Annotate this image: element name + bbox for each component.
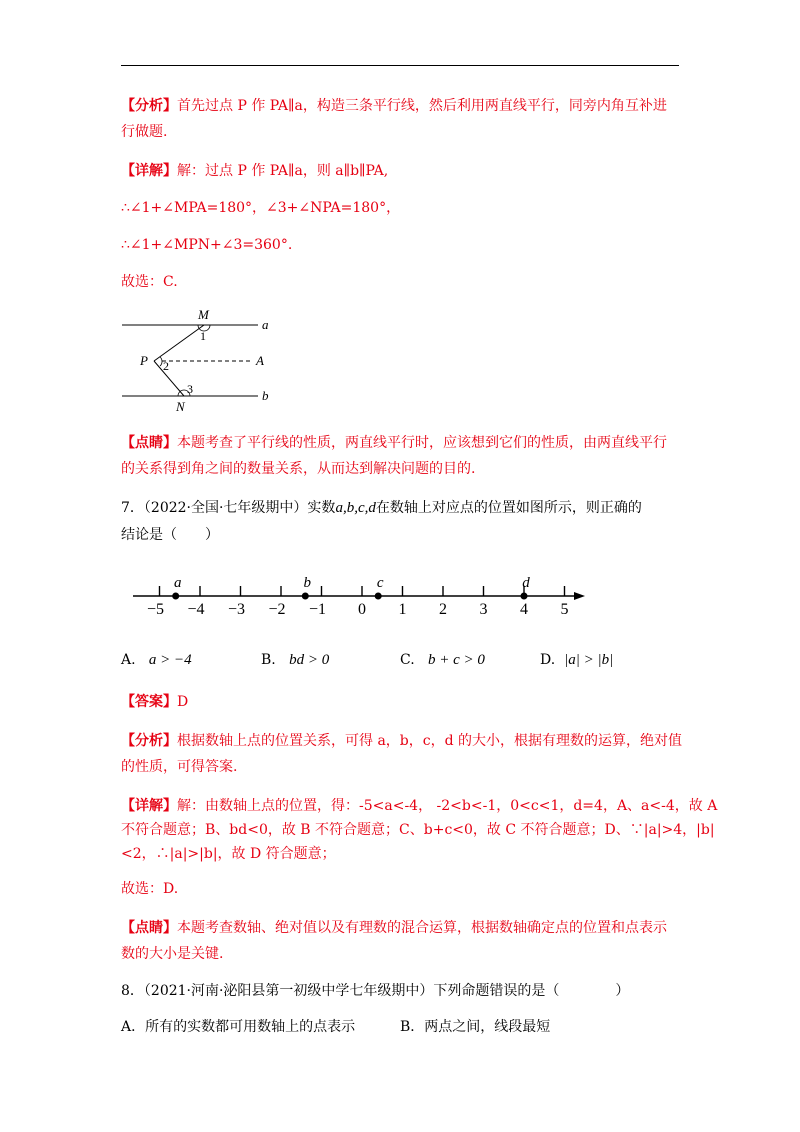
answer-2 <box>121 692 188 712</box>
question-8-option-b: B．两点之间，线段最短 <box>400 1019 551 1035</box>
number-line-tick-label: 5 <box>560 601 569 618</box>
analysis-tag: 【分析】 <box>121 98 177 114</box>
label-3: 3 <box>187 382 193 396</box>
option-b <box>261 650 329 670</box>
label-P: P <box>140 353 148 368</box>
angle-2-arc <box>160 357 162 366</box>
question-7-prefix: 7．（2022·全国·七年级期中）实数 <box>121 500 336 516</box>
answer-value: D <box>177 694 189 710</box>
number-line-arrow <box>574 592 585 600</box>
comment-text: 本题考查了平行线的性质，两直线平行时，应该想到它们的性质，由两直线平行 <box>177 435 667 451</box>
analysis-1-line-1 <box>121 96 667 116</box>
number-line-tick-label: −5 <box>146 601 165 618</box>
detail-text: 解：过点 P 作 PA∥a，则 a∥b∥PA, <box>177 163 389 179</box>
analysis-tag: 【分析】 <box>121 733 177 749</box>
option-a <box>121 650 192 670</box>
option-c-label: C. <box>400 652 415 668</box>
detail-2-line-2: 不符合题意；B、bd<0，故 B 不符合题意；C、b+c<0，故 C 不符合题意；D、∵|a|>4，|b| <box>121 822 715 838</box>
question-7-line-1 <box>121 498 642 518</box>
comment-1-line-2: 的关系得到角之间的数量关系，从而达到解决问题的目的. <box>121 461 476 477</box>
label-M: M <box>198 307 209 322</box>
option-b-expr: bd > 0 <box>289 652 330 668</box>
detail-tag: 【详解】 <box>121 163 177 179</box>
question-7-vars: a,b,c,d <box>335 500 376 516</box>
number-line-tick-label: 0 <box>358 601 366 618</box>
number-line-point-a <box>172 593 179 600</box>
label-2: 2 <box>163 359 169 373</box>
detail-text: 解：由数轴上点的位置，得：-5<a<-4， -2<b<-1，0<c<1，d=4，A、a<-4，故 A <box>177 798 718 814</box>
number-line-point-label-d: d <box>522 575 530 591</box>
label-a: a <box>262 317 269 332</box>
question-7-line-2: 结论是（ ） <box>121 527 219 543</box>
number-line-point-d <box>521 593 528 600</box>
choice-2: 故选：D. <box>121 881 179 897</box>
analysis-2-line-1 <box>121 731 682 751</box>
number-line-point-label-b: b <box>303 575 312 591</box>
comment-1-line-1 <box>121 433 667 453</box>
comment-2-line-2: 数的大小是关键. <box>121 946 224 962</box>
option-d <box>540 650 613 670</box>
number-line-point-c <box>375 593 382 600</box>
comment-text: 本题考查数轴、绝对值以及有理数的混合运算，根据数轴确定点的位置和点表示 <box>177 920 667 936</box>
label-A: A <box>256 353 264 368</box>
question-8-line-1: 8．（2021·河南·泌阳县第一初级中学七年级期中）下列命题错误的是（ ） <box>121 983 630 999</box>
header-rule <box>121 65 679 66</box>
analysis-text: 首先过点 P 作 PA∥a，构造三条平行线，然后利用两直线平行，同旁内角互补进 <box>177 98 667 114</box>
label-1: 1 <box>200 329 206 343</box>
parallel-lines-figure <box>118 305 288 417</box>
comment-2-line-1 <box>121 918 667 938</box>
detail-2-line-1 <box>121 796 717 816</box>
option-b-label: B. <box>261 652 276 668</box>
number-line-tick-label: −1 <box>308 601 327 618</box>
number-line-point-label-a: a <box>173 575 182 591</box>
option-c <box>400 650 485 670</box>
detail-2-line-3: <2，∴|a|>|b|，故 D 符合题意； <box>121 846 336 862</box>
option-d-label: D. <box>540 652 556 668</box>
comment-tag: 【点睛】 <box>121 920 177 936</box>
number-line-tick-label: 3 <box>479 601 488 618</box>
segment-pm <box>154 325 204 361</box>
option-a-expr: a > −4 <box>148 652 192 668</box>
number-line-tick-label: 2 <box>439 601 447 618</box>
number-line-tick-label: −2 <box>268 601 286 618</box>
analysis-text: 根据数轴上点的位置关系，可得 a，b，c，d 的大小，根据有理数的运算，绝对值 <box>177 733 683 749</box>
choice-1: 故选：C. <box>121 274 178 290</box>
detail-1-step-2: ∴∠1+∠MPN+∠3=360°. <box>121 237 293 253</box>
option-a-label: A. <box>121 652 136 668</box>
detail-tag: 【详解】 <box>121 798 177 814</box>
number-line-tick-label: −4 <box>187 601 205 618</box>
question-8-option-a: A．所有的实数都可用数轴上的点表示 <box>121 1019 356 1035</box>
analysis-2-line-2: 的性质，可得答案. <box>121 759 238 775</box>
number-line-tick-label: 4 <box>520 601 528 618</box>
detail-1-step-1: ∴∠1+∠MPA=180°，∠3+∠NPA=180°， <box>121 200 401 216</box>
number-line-point-label-c: c <box>376 575 384 591</box>
number-line <box>125 560 595 620</box>
question-7-suffix: 在数轴上对应点的位置如图所示，则正确的 <box>375 500 642 516</box>
segment-pn <box>154 361 184 396</box>
number-line-tick-label: 1 <box>398 601 407 618</box>
number-line-point-b <box>302 593 309 600</box>
label-N: N <box>176 399 185 414</box>
option-d-expr: |a| > |b| <box>564 652 614 668</box>
comment-tag: 【点睛】 <box>121 435 177 451</box>
label-b: b <box>262 388 269 403</box>
detail-1-line-1 <box>121 161 388 181</box>
answer-tag: 【答案】 <box>121 694 177 710</box>
analysis-1-line-2: 行做题. <box>121 124 168 140</box>
option-c-expr: b + c > 0 <box>428 652 485 668</box>
number-line-tick-label: −3 <box>227 601 246 618</box>
